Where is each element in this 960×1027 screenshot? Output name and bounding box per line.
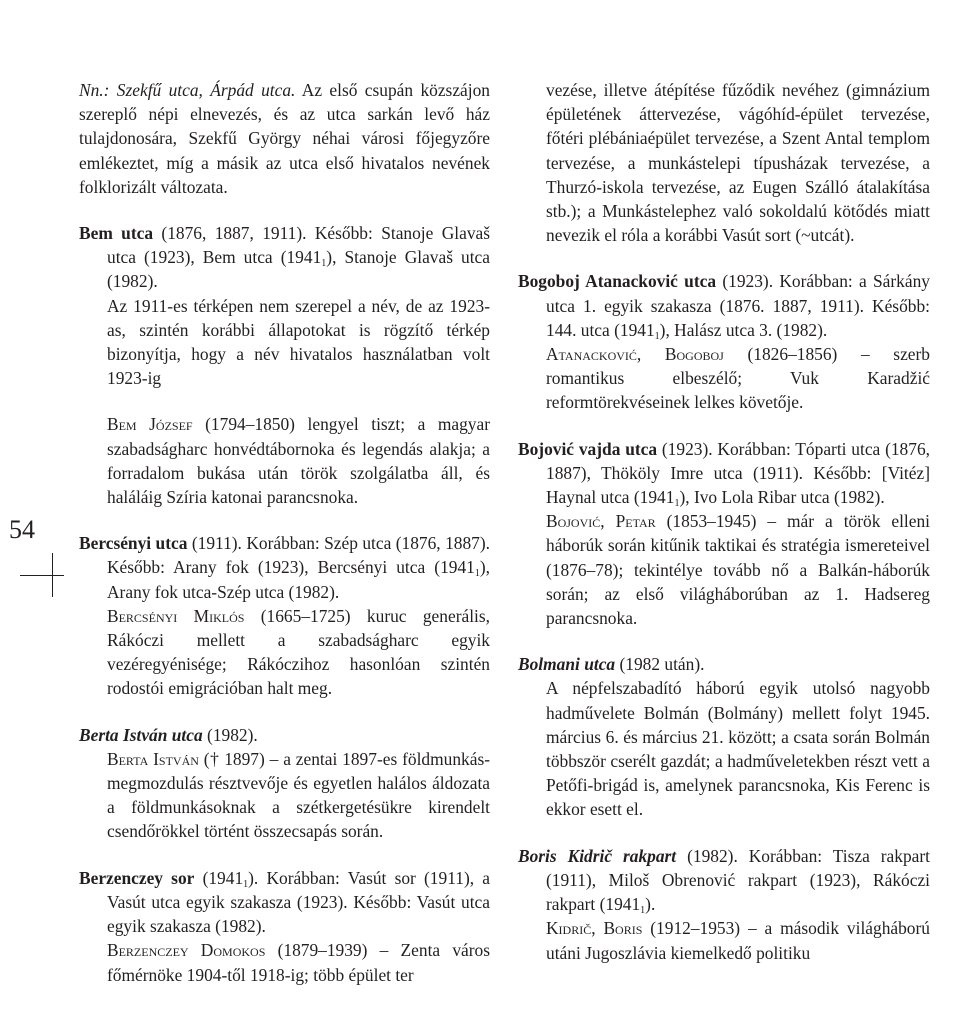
entry-bojovic [518,437,930,631]
bio-name-bem: Bem József [107,414,193,435]
page-number: 54 [9,515,35,544]
intro-paragraph [79,78,490,199]
entry-bem-sub: 1 [321,258,327,270]
entry-kidric-text: (1982). Korábban: Tisza rakpart (1911), Miloš Obrenović rakpart (1923), Rákóczi rakpart (1941 [546,845,930,915]
entry-kidric-bio [546,916,930,964]
bio-text-kidric: (1912–1953) – a második világháború utáni Jugoszlávia kiemelkedő politiku [546,918,930,963]
entry-berta-text: (1982). [202,724,258,745]
entry-bercsenyi-bio [107,604,490,701]
left-column [79,78,490,987]
entry-bem-note: Az 1911-es térképen nem szerepel a név, de az 1923-as, szintén korábbi állapotokat is rögzítő térkép bizonyítja, hogy a név hivatalos használatban volt 1923-ig [107,295,490,389]
entry-bercsenyi-text: (1911). Korábban: Szép utca (1876, 1887). Később: Arany fok (1923), Bercsényi utca (1941 [107,533,490,578]
entry-bogoboj [518,269,930,414]
headword-berzenczey: Berzenczey sor [79,867,195,888]
entry-berta [79,723,490,844]
bio-name-bercsenyi: Bercsényi Miklós [107,605,245,626]
headword-bogoboj: Bogoboj Atanacković utca [518,271,717,292]
entry-bogoboj-sub: 1 [654,330,660,342]
entry-berzenczey [79,866,490,987]
entry-bem-bio [107,412,490,509]
entry-berzenczey-text: (1941 [194,867,244,888]
entry-bogoboj-bio [546,342,930,415]
bio-name-berta: Berta István [107,748,199,769]
entry-berzenczey-continued [518,78,930,247]
entry-kidric-text-b: ). [645,894,656,915]
crop-mark-vertical [52,553,53,597]
bio-text-berta: († 1897) – a zentai 1897-es földmunkás-megmozdulás résztvevője és egyetlen halálos áldozata a földmunkásoknak a szétkergetésükre kirendelt csendőrökkel történt összecsapás során. [107,748,491,842]
entry-berzenczey-text-b: ). Korábban: Vasút sor (1911), a Vasút utca egyik szakasza (1923). Később: Vasút utca egyik szakasza (1982). [107,867,490,937]
entry-bojovic-sub: 1 [674,498,680,510]
entry-bojovic-text: (1923). Korábban: Tóparti utca (1876, 1887), Thököly Imre utca (1911). Később: [Vitéz] Haynal utca (1941 [546,438,930,508]
bio-text-berzenczey: (1879–1939) – Zenta város főmérnöke 1904-től 1918-ig; több épület ter [107,940,490,985]
bio-name-berzenczey: Berzenczey Domokos [107,940,266,961]
bio-name-kidric: Kidrič, Boris [546,918,643,939]
berzenczey-continuation-text: vezése, illetve átépítése fűződik nevéhez (gimnázium épületének áttervezése, vágóhíd-épület tervezése, főtéri plébániaépület tervezése, a Szent Antal templom tervezése, a munkástelepi típusházak tervezése, a Thurzó-iskola tervezése, az Eugen Szálló átalakítása stb.); a Munkástelephez való sokoldalú kötődés miatt nevezik el róla a korábbi Vasút sort (~utcát). [546,80,930,246]
crop-mark-horizontal [20,575,64,576]
entry-bercsenyi-text-b: ), Arany fok utca-Szép utca (1982). [107,557,490,602]
entry-bojovic-bio [546,509,930,630]
headword-kidric: Boris Kidrič rakpart [518,845,677,866]
bio-text-bercsenyi: (1665–1725) kuruc generális, Rákóczi mellett a szabadságharc egyik vezéregyénisége; Rákóczihoz hasonlóan szintén rodostói emigrációban halt meg. [107,605,490,699]
entry-bolmani-note: A népfelszabadító háború egyik utolsó nagyobb hadművelete Bolmán (Bolmány) mellett folyt 1945. március 6. és március 21. között; a csata során Bolmán többször cserélt gazdát; a hadműveletekben részt vett a Petőfi-brigád is, amelynek parancsnoka, Kis Ferenc is ekkor esett el. [546,678,930,820]
entry-bolmani-text: (1982 után). [615,654,705,675]
entry-bem [79,221,490,509]
entry-bercsenyi-sub: 1 [474,568,480,580]
entry-berta-bio [107,747,490,844]
entry-berzenczey-bio [107,938,490,986]
headword-bercsenyi: Bercsényi utca [79,533,188,554]
intro-text: Az első csupán közszájon szereplő népi elnevezés, és az utca sarkán levő ház tulajdonosára, Szekfű György néhai városi főjegyzőre emlékeztet, míg a másik az utca első hivatalos nevének folklorizált változata. [79,80,490,197]
bio-name-bogoboj: Atanacković, Bogoboj [546,344,724,365]
entry-kidric [518,844,930,965]
headword-bojovic: Bojović vajda utca [518,438,658,459]
bio-text-bogoboj: (1826–1856) – szerb romantikus elbeszélő; Vuk Karadžić reformtörekvéseinek lelkes követője. [546,344,930,413]
entry-bogoboj-text: (1923). Korábban: a Sárkány utca 1. egyik szakasza (1876. 1887, 1911). Később: 144. utca (1941 [546,271,930,340]
headword-bem: Bem utca [79,223,154,244]
headword-bolmani: Bolmani utca [518,654,616,675]
right-column [518,78,930,965]
bio-name-bojovic: Bojović, Petar [546,511,656,532]
bio-text-bojovic: (1853–1945) – már a török elleni háborúk során kitűnik taktikai és stratégia ismereteivel (1876–78); tekintélye tovább nő a Balkán-háborúk során; az első világháborúban az 1. Hadsereg parancsnoka. [546,511,930,629]
entry-bem-text: (1876, 1887, 1911). Később: Stanoje Glavaš utca (1923), Bem utca (1941 [107,223,491,268]
entry-berzenczey-sub: 1 [243,878,249,890]
bio-text-bem: (1794–1850) lengyel tiszt; a magyar szabadságharc honvédtábornoka és legendás alakja; a forradalom bukása után török szolgálatba áll, és haláláig Szíria katonai parancsnoka. [107,414,491,508]
entry-bem-text-b: ), Stanoje Glavaš utca (1982). [107,247,490,292]
intro-lead: Nn.: Szekfű utca, Árpád utca. [79,80,296,100]
entry-bojovic-text-b: ), Ivo Lola Ribar utca (1982). [679,487,885,508]
entry-bercsenyi [79,531,490,700]
entry-bolmani [518,652,930,821]
entry-kidric-sub: 1 [640,905,646,917]
entry-bogoboj-text-b: ), Halász utca 3. (1982). [659,319,828,340]
headword-berta: Berta István utca [79,724,203,745]
